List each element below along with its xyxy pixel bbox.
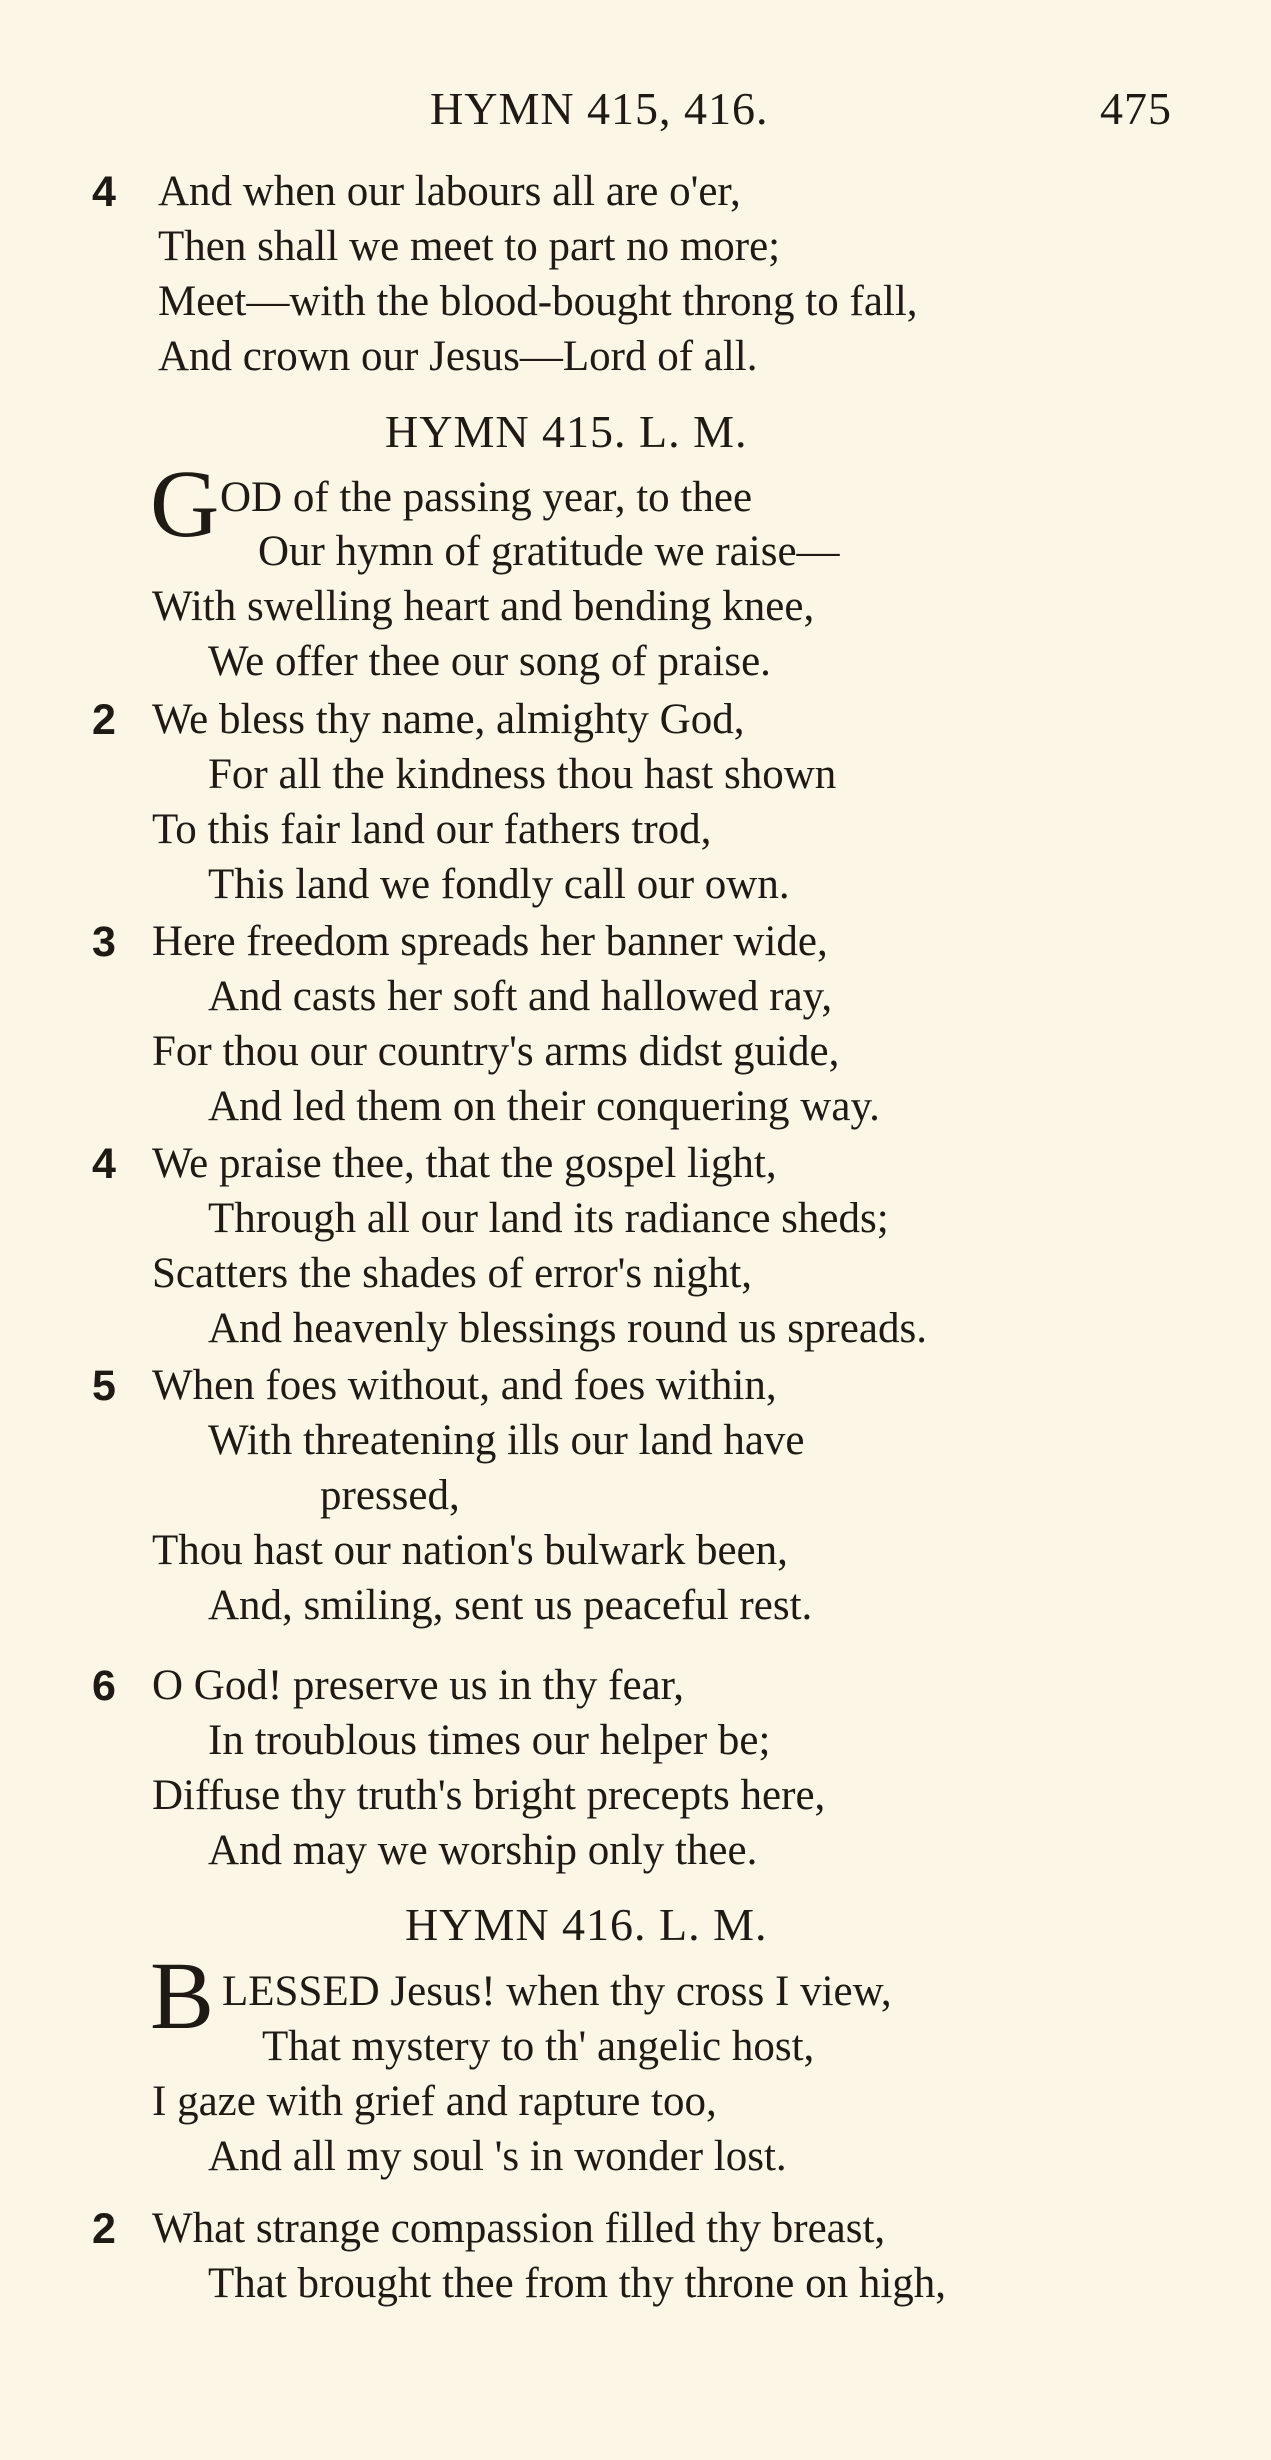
running-title: HYMN 415, 416. (430, 83, 769, 134)
verse-line: For thou our country's arms didst guide, (152, 1028, 840, 1075)
verse-line: For all the kindness thou hast shown (208, 751, 837, 798)
verse-line: When foes without, and foes within, (152, 1362, 777, 1409)
verse-line: We bless thy name, almighty God, (152, 696, 745, 743)
verse-line: I gaze with grief and rapture too, (152, 2078, 717, 2125)
verse-number: 4 (92, 1140, 116, 1188)
verse-line: Thou hast our nation's bulwark been, (152, 1527, 788, 1574)
verse-number: 5 (92, 1362, 116, 1410)
verse-line: And when our labours all are o'er, (158, 168, 741, 215)
verse-line: And crown our Jesus—Lord of all. (158, 333, 758, 380)
verse-line: And casts her soft and hallowed ray, (208, 973, 833, 1020)
verse-line: We offer thee our song of praise. (208, 638, 771, 685)
verse-line: And all my soul 's in wonder lost. (208, 2133, 787, 2180)
drop-cap: G (150, 450, 220, 557)
verse-line: OD of the passing year, to thee (220, 474, 753, 521)
verse-number: 2 (92, 2205, 116, 2253)
verse-line: Diffuse thy truth's bright precepts here, (152, 1772, 826, 1819)
verse-line: And led them on their conquering way. (208, 1083, 880, 1130)
verse-line: Scatters the shades of error's night, (152, 1250, 753, 1297)
page-number: 475 (1100, 83, 1172, 134)
verse-line: Through all our land its radiance sheds; (208, 1195, 889, 1242)
verse-line: And heavenly blessings round us spreads. (208, 1305, 927, 1352)
verse-line: In troublous times our helper be; (208, 1717, 771, 1764)
hymn-title: HYMN 416. L. M. (405, 1899, 768, 1950)
hymn-title: HYMN 415. L. M. (385, 406, 748, 457)
verse-line: O God! preserve us in thy fear, (152, 1662, 685, 1709)
verse-line: To this fair land our fathers trod, (152, 806, 712, 853)
verse-line: Then shall we meet to part no more; (158, 223, 781, 270)
verse-line: With threatening ills our land have (208, 1417, 805, 1464)
verse-line: This land we fondly call our own. (208, 861, 790, 908)
verse-line: LESSED Jesus! when thy cross I view, (222, 1968, 892, 2015)
page-header (0, 82, 1271, 142)
verse-line: Meet—with the blood-bought throng to fall, (158, 278, 918, 325)
verse-line: And may we worship only thee. (208, 1827, 758, 1874)
verse-line: pressed, (320, 1472, 460, 1519)
verse-line: We praise thee, that the gospel light, (152, 1140, 777, 1187)
verse-line: What strange compassion filled thy breast, (152, 2205, 886, 2252)
verse-number: 6 (92, 1662, 116, 1710)
verse-line: Our hymn of gratitude we raise— (258, 528, 840, 575)
drop-cap: B (150, 1942, 215, 2049)
verse-line: And, smiling, sent us peaceful rest. (208, 1582, 813, 1629)
verse-number: 2 (92, 696, 116, 744)
verse-line: Here freedom spreads her banner wide, (152, 918, 828, 965)
verse-line: That brought thee from thy throne on high, (208, 2260, 947, 2307)
verse-line: That mystery to th' angelic host, (262, 2023, 815, 2070)
verse-line: With swelling heart and bending knee, (152, 583, 815, 630)
verse-number: 4 (92, 168, 116, 216)
verse-number: 3 (92, 918, 116, 966)
